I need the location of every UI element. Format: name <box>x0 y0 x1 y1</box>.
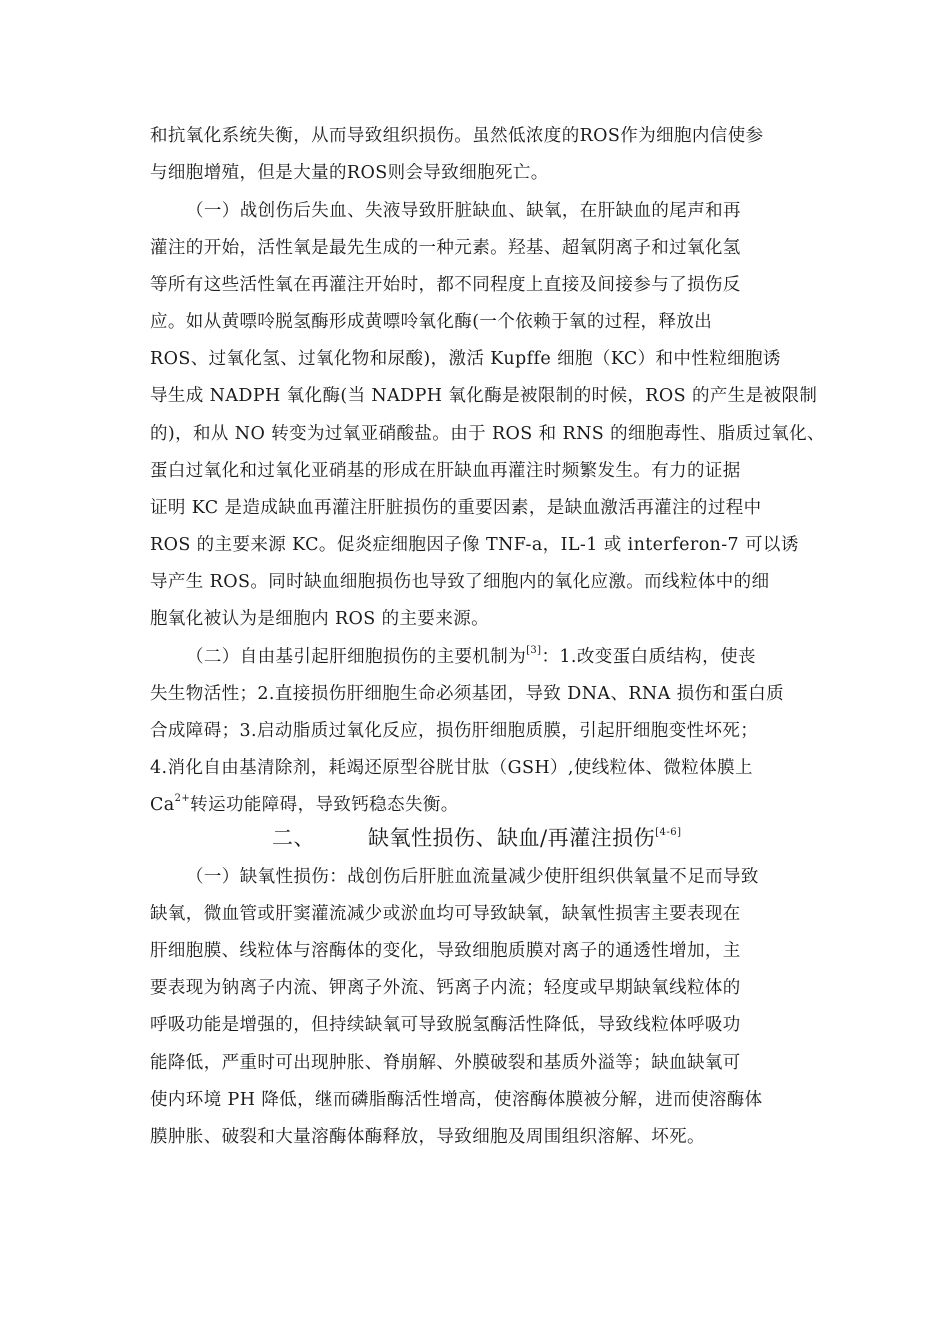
text-line: 使内环境 PH 降低，继而磷脂酶活性增高，使溶酶体膜被分解，进而使溶酶体 <box>150 1090 763 1110</box>
text-line: 缺氧，微血管或肝窦灌流减少或淤血均可导致缺氧，缺氧性损害主要表现在 <box>150 904 741 924</box>
text-line: 应。如从黄嘌呤脱氢酶形成黄嘌呤氧化酶(一个依赖于氧的过程，释放出 <box>150 312 713 332</box>
para2-rest: ：1.改变蛋白质结构，使丧 <box>541 647 756 667</box>
para2-lead: （二）自由基引起肝细胞损伤的主要机制为 <box>186 647 527 667</box>
text-line: 呼吸功能是增强的，但持续缺氧可导致脱氢酶活性降低，导致线粒体呼吸功 <box>150 1015 741 1035</box>
section-heading <box>272 825 681 851</box>
text-line: （一）战创伤后失血、失液导致肝脏缺血、缺氧，在肝缺血的尾声和再 <box>186 201 741 221</box>
heading-citation-ref: [4-6] <box>655 827 682 838</box>
paragraph-2-last-line <box>150 794 459 816</box>
text-line: （一）缺氧性损伤：战创伤后肝脏血流量减少使肝组织供氧量不足而导致 <box>186 867 759 887</box>
text-line: 能降低，严重时可出现肿胀、脊崩解、外膜破裂和基质外溢等；缺血缺氧可 <box>150 1053 741 1073</box>
text-line: 合成障碍；3.启动脂质过氧化反应，损伤肝细胞质膜，引起肝细胞变性坏死； <box>150 721 759 741</box>
text-line: 和抗氧化系统失衡，从而导致组织损伤。虽然低浓度的ROS作为细胞内信使参 <box>150 126 764 146</box>
text-line: ROS、过氧化氢、过氧化物和尿酸)，激活 Kupffe 细胞（KC）和中性粒细胞诱 <box>150 349 781 369</box>
para2-last-text: 转运功能障碍，导致钙稳态失衡。 <box>190 795 459 815</box>
text-line: 导产生 ROS。同时缺血细胞损伤也导致了细胞内的氧化应激。而线粒体中的细 <box>150 572 770 592</box>
text-line: 证明 KC 是造成缺血再灌注肝脏损伤的重要因素，是缺血激活再灌注的过程中 <box>150 498 762 518</box>
text-line: 导生成 NADPH 氧化酶(当 NADPH 氧化酶是被限制的时候，ROS 的产生是被限制 <box>150 386 818 406</box>
text-line: 要表现为钠离子内流、钾离子外流、钙离子内流；轻度或早期缺氧线粒体的 <box>150 978 741 998</box>
text-line: 蛋白过氧化和过氧化亚硝基的形成在肝缺血再灌注时频繁发生。有力的证据 <box>150 461 741 481</box>
text-line: 4.消化自由基清除剂，耗竭还原型谷胱甘肽（GSH）,使线粒体、微粒体膜上 <box>150 758 753 778</box>
text-line: ROS 的主要来源 KC。促炎症细胞因子像 TNF-a，IL-1 或 interferon-7 可以诱 <box>150 535 799 555</box>
text-line: 失生物活性；2.直接损伤肝细胞生命必须基团，导致 DNA、RNA 损伤和蛋白质 <box>150 684 785 704</box>
text-line: 与细胞增殖，但是大量的ROS则会导致细胞死亡。 <box>150 163 549 183</box>
text-line: 胞氧化被认为是细胞内 ROS 的主要来源。 <box>150 609 490 629</box>
text-line: 膜肿胀、破裂和大量溶酶体酶释放，导致细胞及周围组织溶解、坏死。 <box>150 1127 705 1147</box>
calcium-symbol: Ca <box>150 795 175 815</box>
section-title: 缺氧性损伤、缺血/再灌注损伤 <box>368 826 656 850</box>
citation-ref: [3] <box>526 645 542 657</box>
text-line: 的)，和从 NO 转变为过氧亚硝酸盐。由于 ROS 和 RNS 的细胞毒性、脂质过氧化、 <box>150 424 825 444</box>
text-line: 肝细胞膜、线粒体与溶酶体的变化，导致细胞质膜对离子的通透性增加，主 <box>150 941 741 961</box>
text-line: 灌注的开始，活性氧是最先生成的一种元素。羟基、超氧阴离子和过氧化氢 <box>150 238 741 258</box>
calcium-charge: 2+ <box>174 793 191 805</box>
text-line: 等所有这些活性氧在再灌注开始时，都不同程度上直接及间接参与了损伤反 <box>150 275 741 295</box>
section-number: 二、 <box>272 826 315 850</box>
paragraph-2-first-line <box>186 646 756 668</box>
